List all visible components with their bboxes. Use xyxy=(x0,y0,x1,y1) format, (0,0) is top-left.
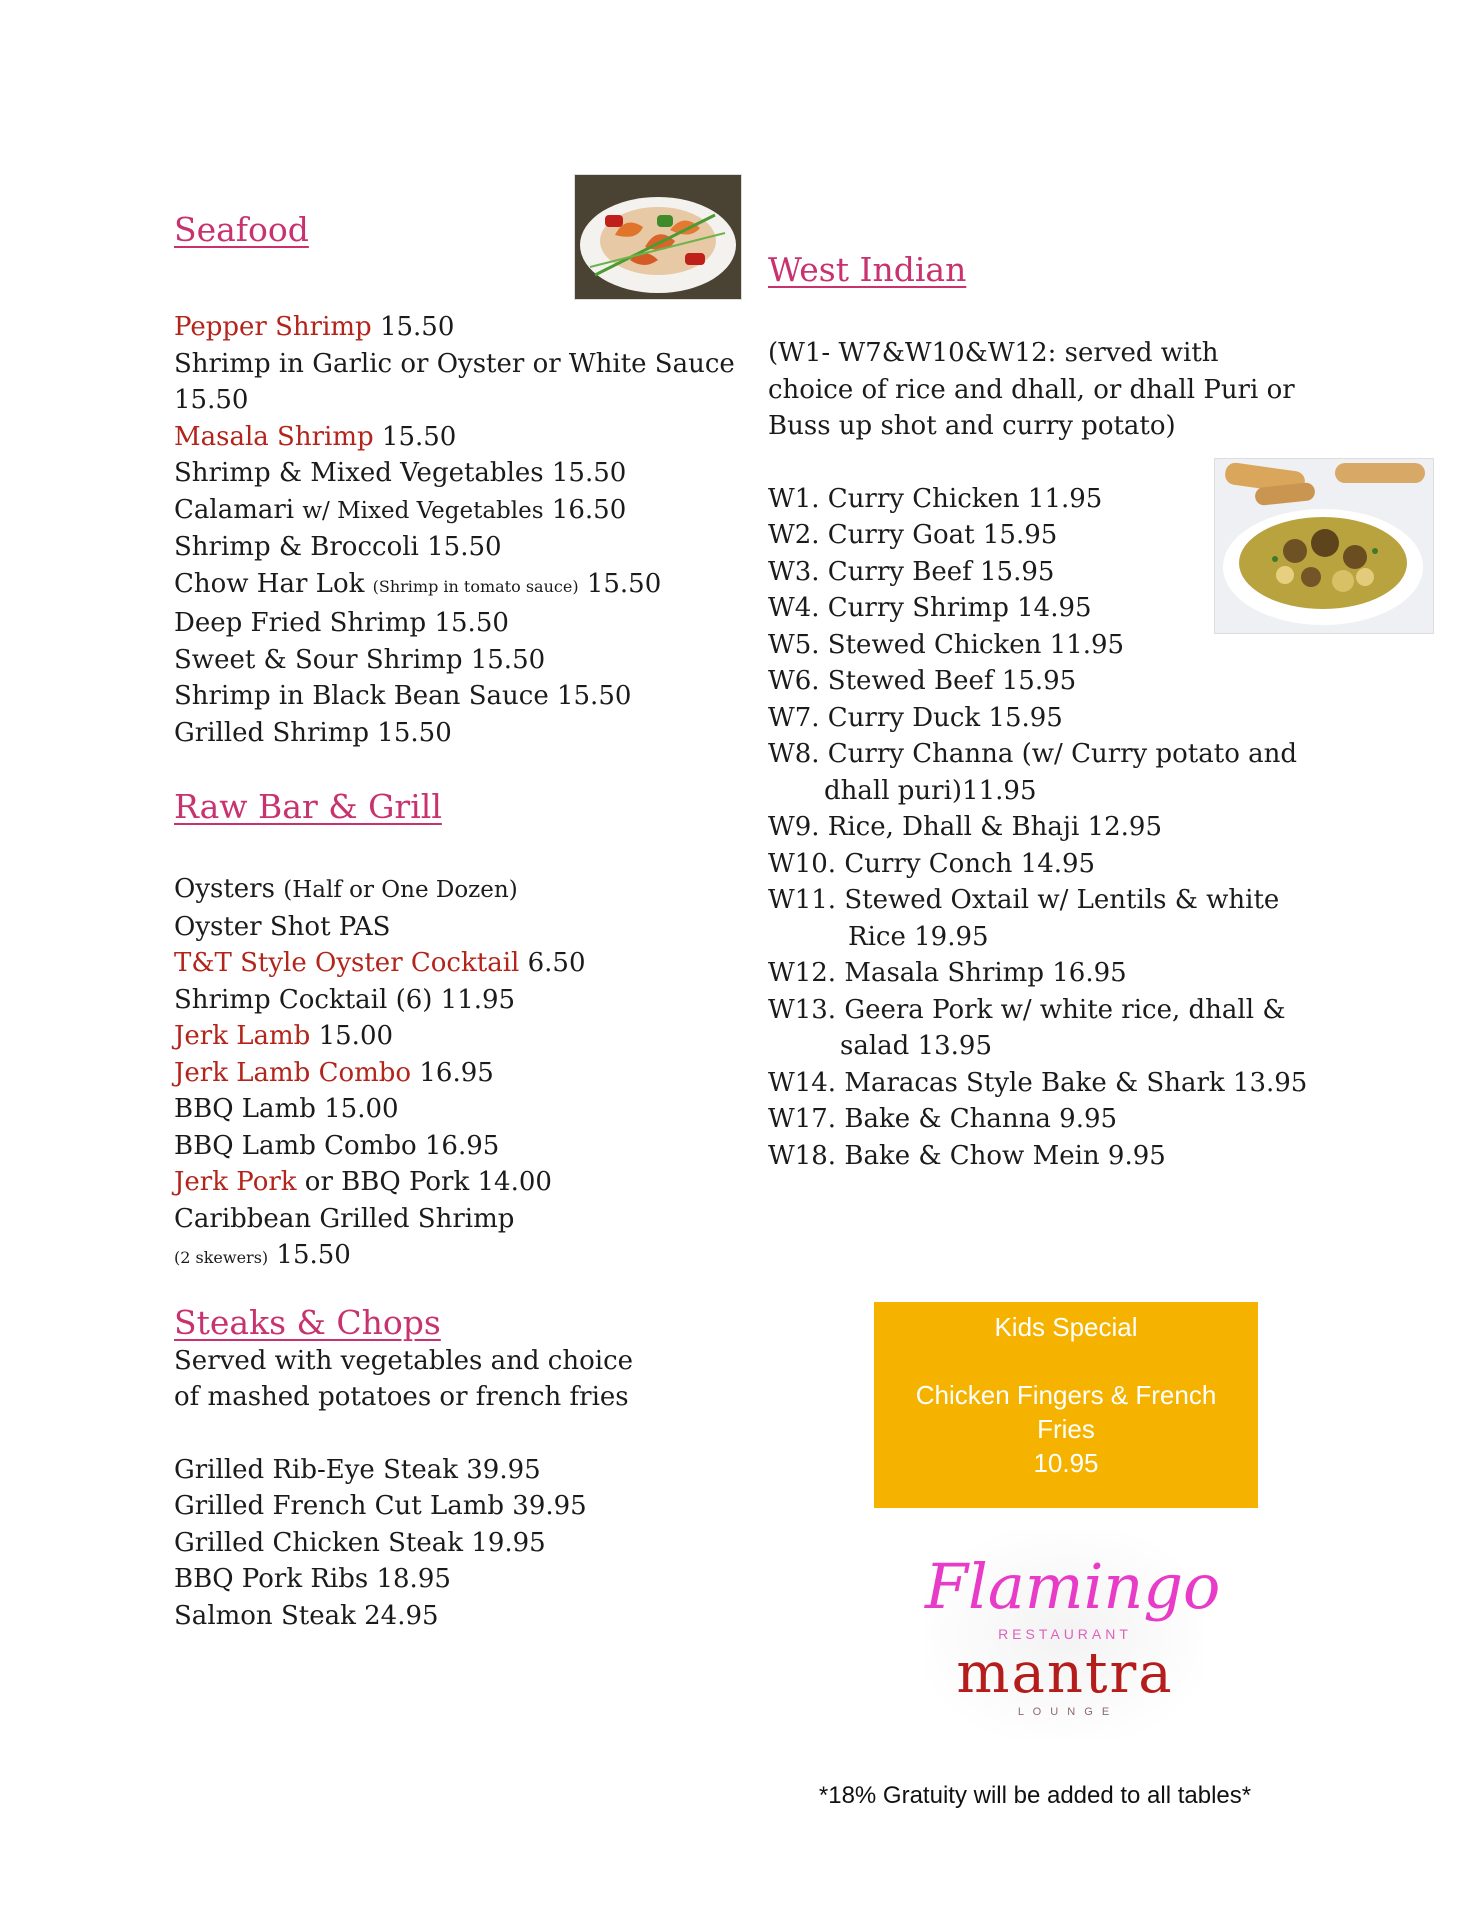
steaks-note: Served with vegetables and choice of mashed potatoes or french fries xyxy=(174,1345,634,1412)
menu-item: Calamari w/ Mixed Vegetables 16.50 xyxy=(174,494,627,525)
right-column xyxy=(768,250,1328,1174)
menu-item: Jerk Lamb Combo 16.95 xyxy=(174,1057,494,1088)
kids-special-item: Chicken Fingers & French Fries xyxy=(915,1380,1217,1444)
menu-item: dhall puri)11.95 xyxy=(824,775,1037,806)
kids-special-title: Kids Special xyxy=(994,1312,1138,1342)
menu-item: Jerk Pork or BBQ Pork 14.00 xyxy=(174,1167,552,1197)
westindian-heading: West Indian xyxy=(768,250,967,289)
menu-item: Rice 19.95 xyxy=(848,921,989,952)
menu-item: Pepper Shrimp 15.50 xyxy=(174,312,455,342)
menu-item: W13. Geera Pork w/ white rice, dhall & xyxy=(768,994,1286,1025)
menu-item: W18. Bake & Chow Mein 9.95 xyxy=(768,1140,1166,1171)
left-column xyxy=(174,210,734,1634)
menu-item: W8. Curry Channa (w/ Curry potato and xyxy=(768,739,1298,769)
rawbar-heading: Raw Bar & Grill xyxy=(174,787,442,826)
curry-dish-photo xyxy=(1214,458,1434,634)
menu-item: W1. Curry Chicken 11.95 xyxy=(768,483,1103,514)
menu-item: W12. Masala Shrimp 16.95 xyxy=(768,958,1127,988)
menu-item: Shrimp in Garlic or Oyster or White Sauce xyxy=(174,348,735,379)
menu-item: Chow Har Lok (Shrimp in tomato sauce) 15.50 xyxy=(174,568,662,599)
menu-item: W9. Rice, Dhall & Bhaji 12.95 xyxy=(768,812,1162,842)
menu-item: W2. Curry Goat 15.95 xyxy=(768,520,1058,550)
logo-restaurant-text: RESTAURANT xyxy=(998,1626,1132,1642)
restaurant-logo xyxy=(925,1530,1221,1740)
menu-item: Masala Shrimp 15.50 xyxy=(174,421,457,452)
menu-item: Sweet & Sour Shrimp 15.50 xyxy=(174,644,546,675)
menu-item: 15.50 xyxy=(174,385,249,415)
menu-item: Grilled Shrimp 15.50 xyxy=(174,717,452,748)
seafood-list xyxy=(174,309,734,751)
menu-item: W5. Stewed Chicken 11.95 xyxy=(768,629,1125,660)
menu-item: BBQ Lamb Combo 16.95 xyxy=(174,1130,500,1161)
menu-item: Shrimp & Broccoli 15.50 xyxy=(174,532,502,562)
menu-item: W11. Stewed Oxtail w/ Lentils & white xyxy=(768,885,1280,915)
kids-special-box xyxy=(874,1302,1258,1508)
menu-item: W17. Bake & Channa 9.95 xyxy=(768,1104,1118,1134)
kids-special-price: 10.95 xyxy=(1033,1448,1099,1478)
menu-item: W6. Stewed Beef 15.95 xyxy=(768,666,1077,696)
menu-item: W10. Curry Conch 14.95 xyxy=(768,848,1096,879)
steaks-list xyxy=(174,1452,734,1635)
menu-item: Deep Fried Shrimp 15.50 xyxy=(174,608,509,638)
menu-item: Oyster Shot PAS xyxy=(174,911,391,942)
rawbar-list xyxy=(174,871,734,1277)
menu-item: Grilled French Cut Lamb 39.95 xyxy=(174,1491,587,1521)
gratuity-note: *18% Gratuity will be added to all tables* xyxy=(818,1782,1252,1809)
menu-item: T&T Style Oyster Cocktail 6.50 xyxy=(174,948,586,978)
menu-item: Grilled Rib-Eye Steak 39.95 xyxy=(174,1454,541,1485)
steaks-heading: Steaks & Chops xyxy=(174,1302,441,1342)
logo-flamingo-text: Flamingo xyxy=(925,1550,1221,1623)
menu-item: (2 skewers) 15.50 xyxy=(174,1240,351,1270)
menu-item: W3. Curry Beef 15.95 xyxy=(768,556,1055,587)
menu-item: salad 13.95 xyxy=(840,1031,993,1061)
shrimp-dish-photo xyxy=(574,174,742,300)
logo-mantra-text: mantra xyxy=(956,1641,1174,1706)
menu-item: Caribbean Grilled Shrimp xyxy=(174,1203,515,1234)
menu-item: Shrimp & Mixed Vegetables 15.50 xyxy=(174,458,627,488)
menu-item: Salmon Steak 24.95 xyxy=(174,1600,439,1631)
menu-item: W7. Curry Duck 15.95 xyxy=(768,702,1063,733)
seafood-heading: Seafood xyxy=(174,210,309,249)
menu-item: Shrimp in Black Bean Sauce 15.50 xyxy=(174,681,632,711)
menu-item: W14. Maracas Style Bake & Shark 13.95 xyxy=(768,1067,1308,1098)
logo-lounge-text: L O U N G E xyxy=(1017,1706,1113,1718)
menu-item: Oysters (Half or One Dozen) xyxy=(174,874,518,904)
menu-item: W4. Curry Shrimp 14.95 xyxy=(768,593,1092,623)
menu-item: BBQ Pork Ribs 18.95 xyxy=(174,1564,451,1594)
menu-item: Jerk Lamb 15.00 xyxy=(174,1021,394,1051)
menu-item: Shrimp Cocktail (6) 11.95 xyxy=(174,984,516,1015)
westindian-note: (W1- W7&W10&W12: served with choice of rice and dhall, or dhall Puri or Buss up shot and curry potato) xyxy=(768,338,1295,441)
menu-item: BBQ Lamb 15.00 xyxy=(174,1094,399,1124)
menu-item: Grilled Chicken Steak 19.95 xyxy=(174,1527,546,1558)
